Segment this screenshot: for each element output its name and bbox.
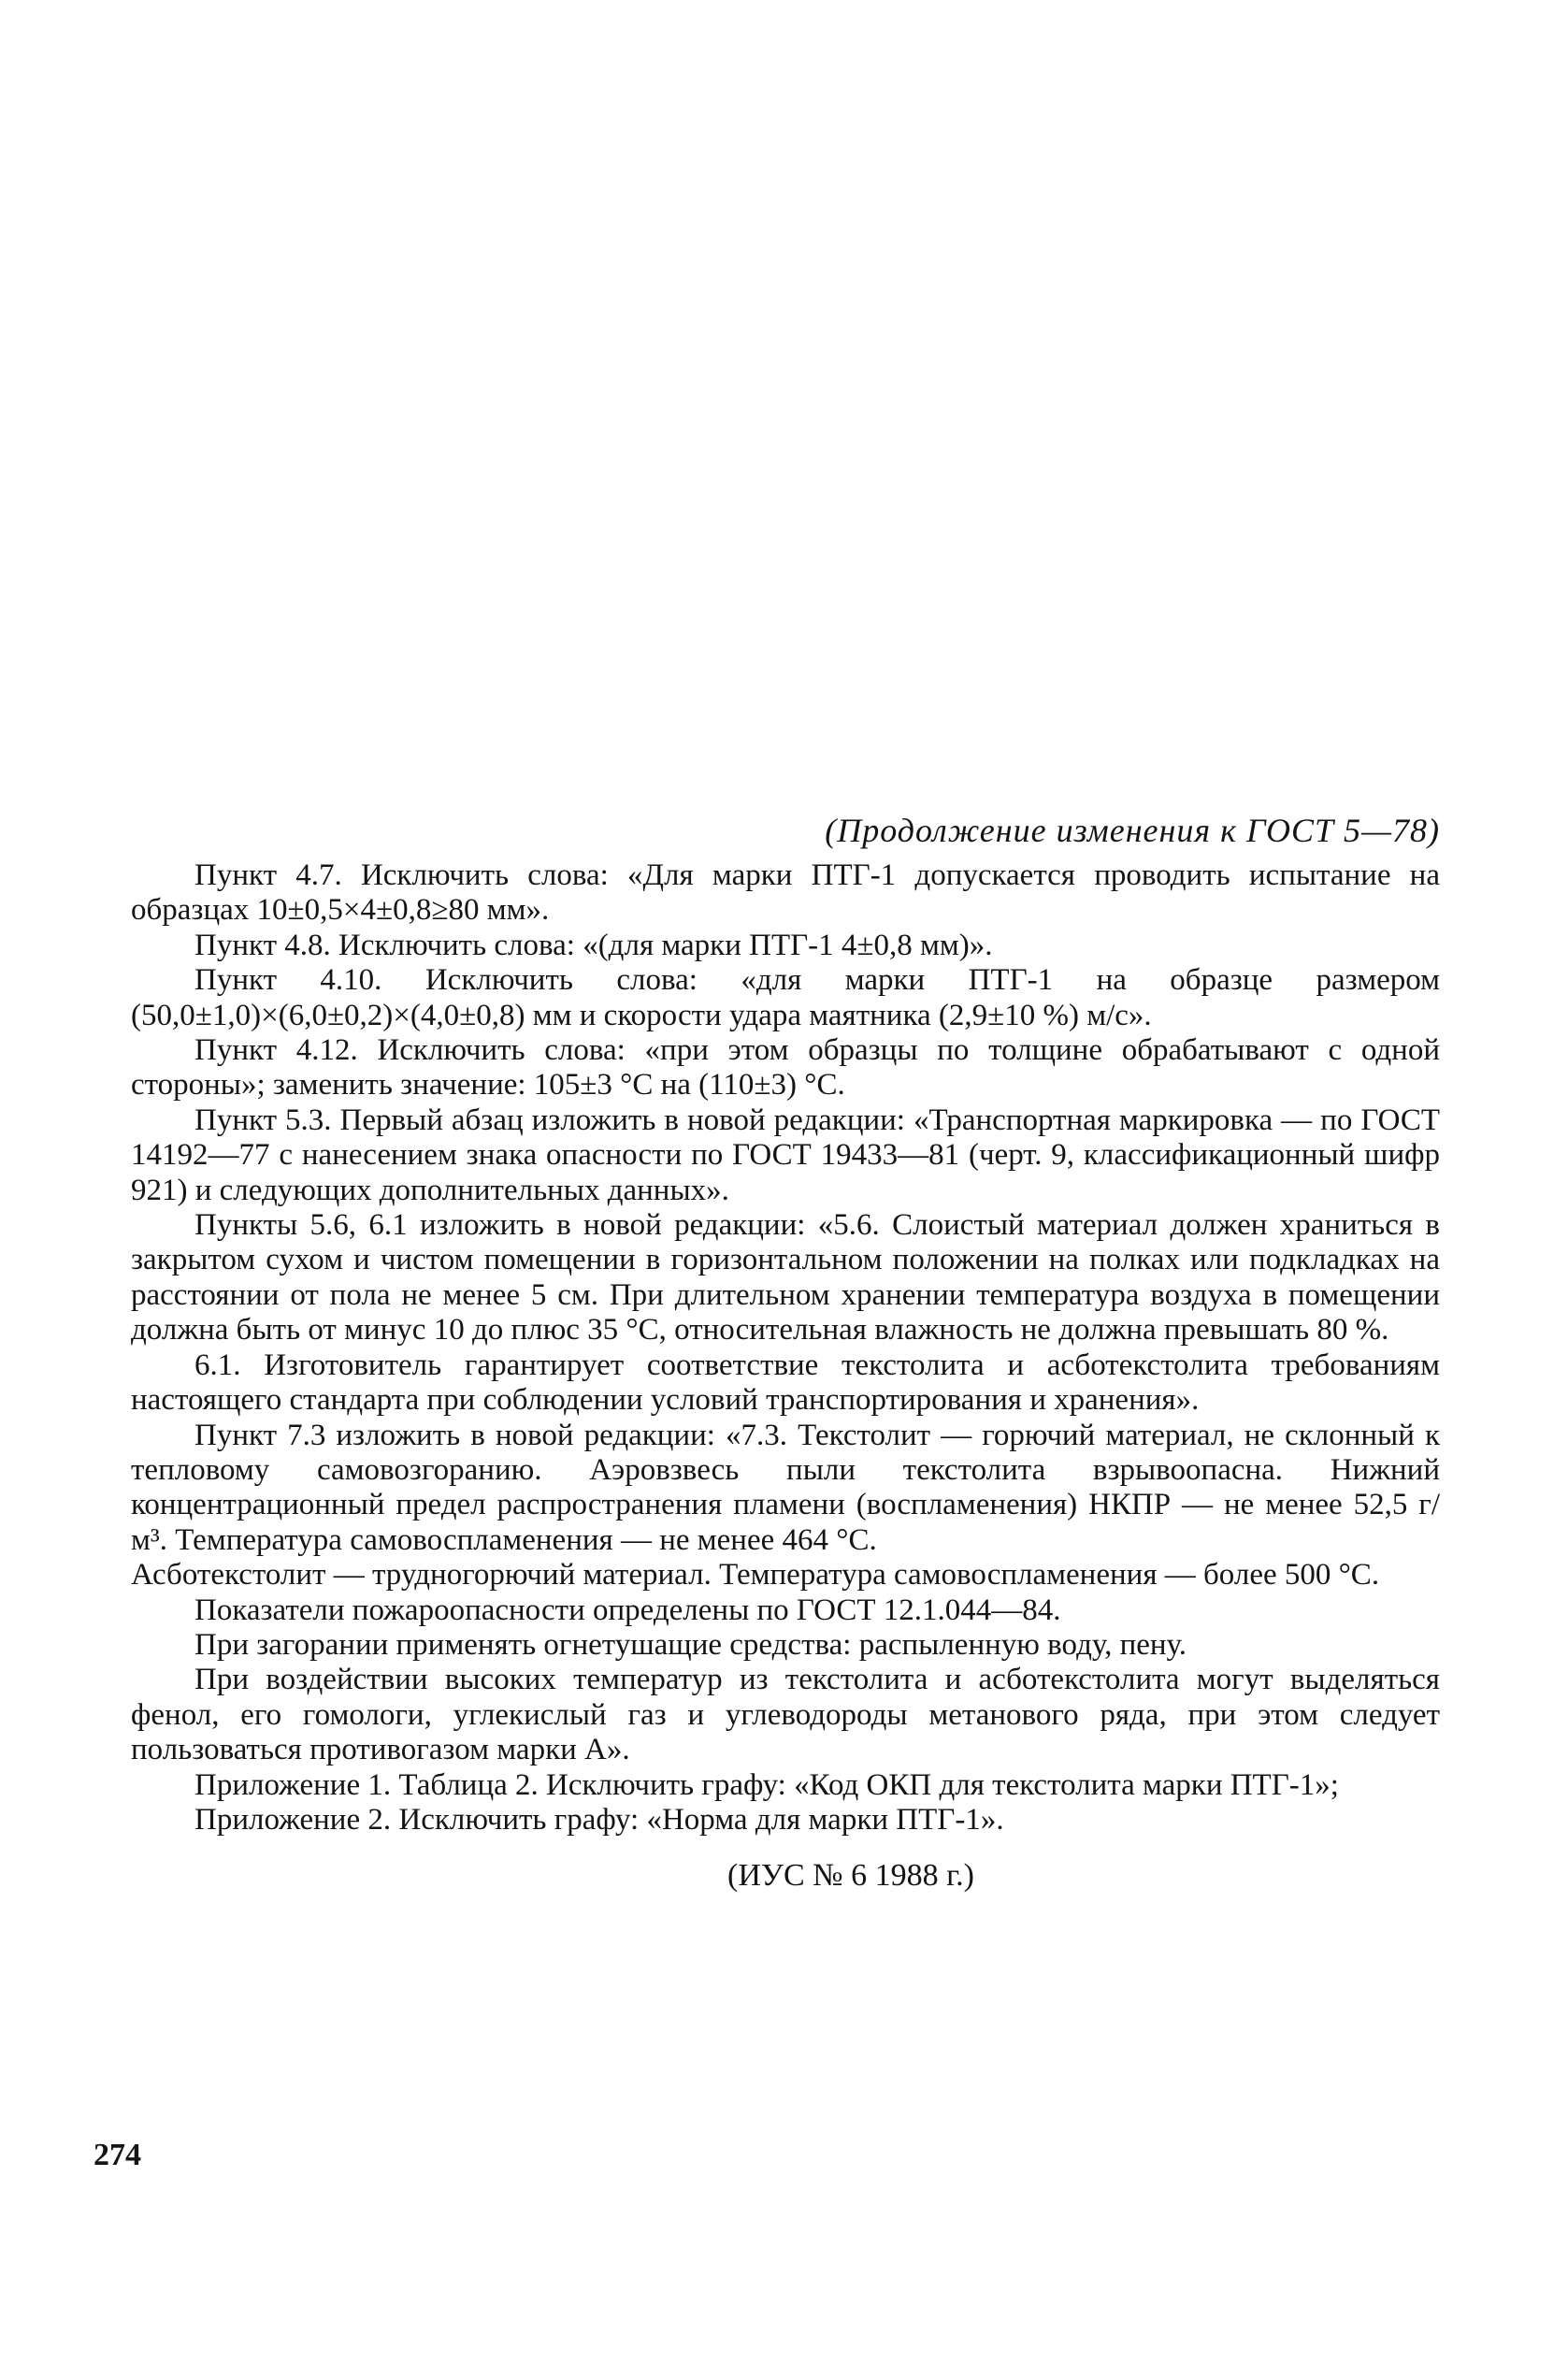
paragraph-asbotextolite: Асботекстолит — трудногорючий материал. Температура самовоспламенения — более 500 °С. xyxy=(131,1558,1380,1593)
paragraph-item-4-7: Пункт 4.7. Исключить слова: «Для марки ПТГ-1 допускается проводить испытание на образцах 10±0,5×4±0,8≥80 мм». xyxy=(131,858,1440,928)
paragraph-fire-hazard: Показатели пожароопасности определены по ГОСТ 12.1.044—84. xyxy=(194,1593,1061,1627)
paragraph-item-4-12: Пункт 4.12. Исключить слова: «при этом образцы по толщине обрабатывают с одной стороны»; заменить значение: 105±3 °С на (110±3) °С. xyxy=(131,1033,1440,1103)
paragraph-appendix-1: Приложение 1. Таблица 2. Исключить графу: «Код ОКП для текстолита марки ПТГ-1»; xyxy=(194,1767,1339,1802)
paragraph-6-1: 6.1. Изготовитель гарантирует соответствие текстолита и асботекстолита требованиям настоящего стандарта при соблюдении условий транспортирования и хранения». xyxy=(131,1348,1440,1418)
paragraph-high-temperature: При воздействии высоких температур из текстолита и асботекстолита могут выделяться фенол, его гомологи, углекислый газ и углеводороды метанового ряда, при этом следует пользоваться противогазом марки А». xyxy=(131,1663,1440,1767)
paragraph-extinguishing: При загорании применять огнетушащие средства: распыленную воду, пену. xyxy=(194,1627,1187,1662)
paragraph-item-4-8: Пункт 4.8. Исключить слова: «(для марки ПТГ-1 4±0,8 мм)». xyxy=(194,928,993,962)
page-number: 274 xyxy=(94,2138,141,2172)
paragraph-item-7-3: Пункт 7.3 изложить в новой редакции: «7.3. Текстолит — горючий материал, не склонный к тепловому самовозгоранию. Аэровзвесь пыли текстолита взрывоопасна. Нижний концентрационный предел распространения пламени (воспламенения) НКПР — не менее 52,5 г/м³. Температура самовоспламенения — не менее 464 °С. xyxy=(131,1418,1440,1557)
ius-reference: (ИУС № 6 1988 г.) xyxy=(727,1858,974,1894)
document-body xyxy=(131,810,1440,1896)
paragraph-appendix-2: Приложение 2. Исключить графу: «Норма для марки ПТГ-1». xyxy=(194,1802,1004,1837)
paragraph-item-4-10: Пункт 4.10. Исключить слова: «для марки ПТГ-1 на образце размером (50,0±1,0)×(6,0±0,2)×(4,0±0,8) мм и скорости удара маятника (2,9±10 %) м/с». xyxy=(131,963,1440,1032)
paragraph-items-5-6-6-1: Пункты 5.6, 6.1 изложить в новой редакции: «5.6. Слоистый материал должен храниться в закрытом сухом и чистом помещении в горизонтальном положении на полках или подкладках на расстоянии от пола не менее 5 см. При длительном хранении температура воздуха в помещении должна быть от минус 10 до плюс 35 °С, относительная влажность не должна превышать 80 %. xyxy=(131,1208,1440,1348)
continuation-header: (Продолжение изменения к ГОСТ 5—78) xyxy=(825,812,1440,849)
paragraph-item-5-3: Пункт 5.3. Первый абзац изложить в новой редакции: «Транспортная маркировка — по ГОСТ 14192—77 с нанесением знака опасности по ГОСТ 19433—81 (черт. 9, классификационный шифр 921) и следующих дополнительных данных». xyxy=(131,1103,1440,1207)
